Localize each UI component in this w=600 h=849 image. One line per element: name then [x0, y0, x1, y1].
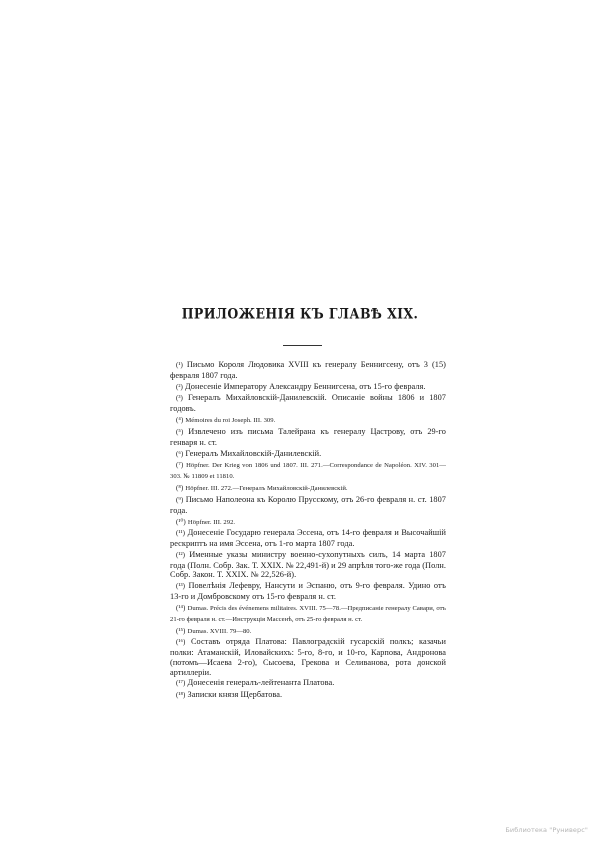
footnote-number: (¹⁷) [176, 679, 186, 688]
footnote-number: (¹⁵) [176, 626, 186, 635]
footnote-item [170, 603, 446, 624]
footnote-item [170, 483, 446, 494]
footnote-item [170, 393, 446, 413]
footnotes-list [170, 360, 446, 702]
footnote-item [170, 449, 446, 460]
footnote-number: (¹⁴) [176, 603, 186, 612]
footnote-number: (¹) [176, 361, 183, 369]
footnote-text: Höpfner. III. 292. [187, 518, 236, 526]
footnote-item [170, 637, 446, 677]
footnote-item [170, 626, 446, 637]
footnote-text: Генералъ Михайловскій-Данилевскій. [185, 448, 322, 458]
footnote-number: (⁴) [176, 416, 184, 425]
appendix-title: ПРИЛОЖЕНІЯ КЪ ГЛАВѢ XIX. [181, 304, 419, 323]
footnote-number: (²) [176, 382, 183, 391]
footnote-number: (¹⁶) [176, 638, 186, 647]
footnote-text: Höpfner. III. 272.—Генералъ Михайловскій-Данилевскій. [185, 485, 348, 493]
footnote-number: (³) [176, 394, 183, 403]
footnote-item [170, 528, 446, 548]
footnote-text: Донесенія генералъ-лейтенанта Платова. [187, 678, 335, 688]
footnote-item [170, 678, 446, 689]
footnote-text: Записки князя Щербатова. [187, 690, 283, 700]
footnote-item [170, 415, 446, 426]
title-divider [283, 345, 322, 346]
footnote-item [170, 517, 446, 528]
footnote-text: Генералъ Михайловскій-Данилевскій. Описаніе войны 1806 и 1807 годовъ. [170, 393, 447, 414]
footnote-text: Höpfner. Der Krieg von 1806 und 1807. III. 271.—Correspondance de Napoléon. XIV. 301—303. № 11809 et 11810. [170, 462, 446, 481]
footnote-text: Донесеніе Императору Александру Беннигсена, отъ 15-го февраля. [185, 381, 426, 391]
footnote-text: Письмо Короля Людовика XVIII къ генералу Беннигсену, отъ 3 (15) февраля 1807 года. [170, 360, 446, 380]
footnote-number: (¹⁸) [176, 691, 186, 700]
footnote-text: Письмо Наполеона къ Королю Прусскому, отъ 26-го февраля н. ст. 1807 года. [170, 494, 446, 515]
footnote-number: (¹⁰) [176, 517, 186, 526]
footnote-item [170, 360, 446, 380]
footnote-item [170, 460, 446, 481]
footnote-text: Mémoires du roi Joseph. III. 309. [185, 417, 276, 425]
footnote-number: (¹²) [176, 551, 186, 560]
footnote-number: (⁵) [176, 427, 184, 436]
footnote-number: (⁶) [176, 449, 184, 458]
library-watermark: Библиотека "Руниверс" [505, 826, 588, 834]
footnote-number: (¹³) [176, 582, 186, 591]
footnote-text: Повелѣнія Лефевру, Нансути и Эспаню, отъ 9-го февраля. Удино отъ 13-го и Домбровскому отъ 15-го февраля н. ст. [170, 581, 447, 602]
footnote-number: (⁸) [176, 484, 184, 493]
footnote-item [170, 550, 446, 580]
footnote-text: Именные указы министру военно-сухопутныхъ силъ, 14 марта 1807 года (Полн. Собр. Зак. Т. XXIX. № 22,491-й) и 29 апрѣля того-же года (Полн. Собр. Закон. Т. XXIX. № 22,526-й). [170, 550, 447, 580]
footnote-number: (⁹) [176, 495, 184, 504]
footnote-number: (¹¹) [176, 529, 186, 538]
footnote-text: Извлечено изъ письма Талейрана къ генералу Цастрову, отъ 29-го генваря н. ст. [170, 426, 447, 447]
footnote-number: (⁷) [176, 461, 184, 470]
footnote-text: Dumas. Précis des événemens militaires. XVIII. 75—78.—Предписаніе генералу Савари, отъ 21-го февраля н. ст.—Инструкція Массенѣ, отъ 25-го февраля н. ст. [170, 604, 447, 623]
footnote-item [170, 495, 446, 515]
footnote-item [170, 382, 446, 393]
footnote-text: Составъ отряда Платова: Павлоградскій гусарскій полкъ; казачьи полки: Атаманскій, Иловайскихъ: 5-го, 8-го, и 10-го, Карпова, Андронова (потомъ—Исаева 2-го), Сысоева, Грекова и Селиванова, рота донской артиллеріи. [170, 637, 446, 677]
footnote-item [170, 427, 446, 447]
footnote-item [170, 581, 446, 601]
footnote-text: Dumas. XVIII. 79—80. [187, 627, 252, 635]
footnote-text: Донесеніе Государю генерала Эссена, отъ 14-го февраля и Высочайшій рескриптъ на имя Эссена, отъ 1-го марта 1807 года. [170, 528, 446, 549]
footnote-item [170, 690, 446, 701]
